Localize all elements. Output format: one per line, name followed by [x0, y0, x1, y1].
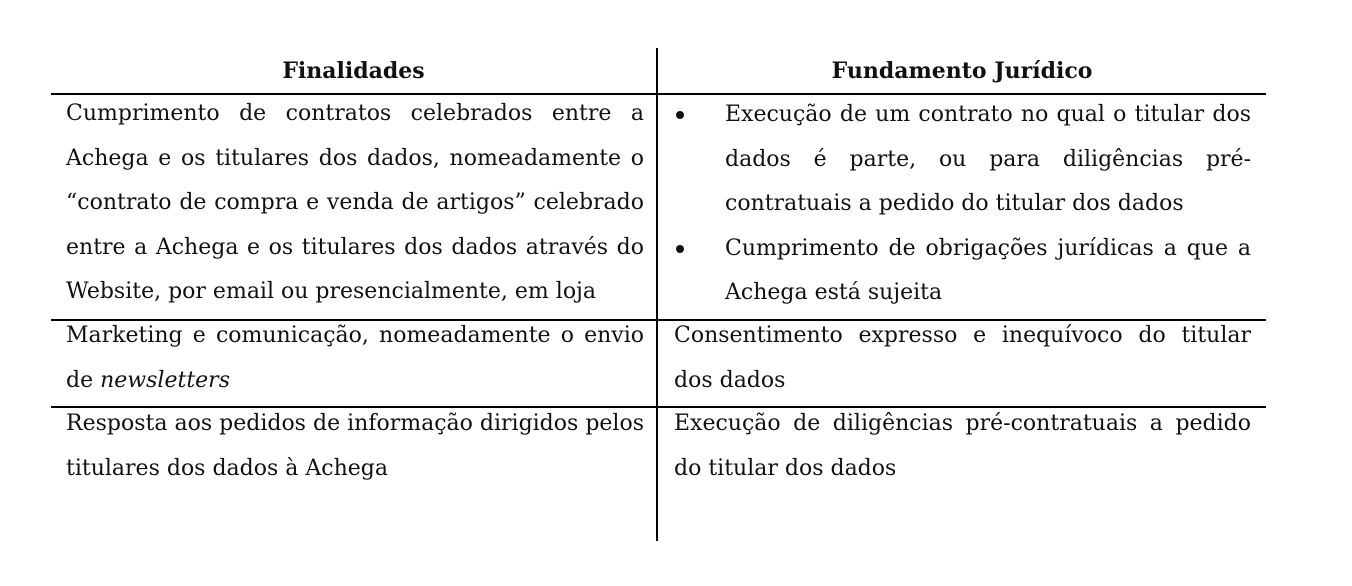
row2-fundamento: Consentimento expresso e inequívoco do titular dos dados	[674, 323, 1251, 393]
header-fundamento-juridico: Fundamento Jurídico	[831, 58, 1093, 84]
row1-fundamento	[674, 93, 1251, 316]
row1-fundamento-list	[674, 93, 1251, 316]
list-item: Execução de um contrato no qual o titular dos dados é parte, ou para diligências pré-contratuais a pedido do titular dos dados	[674, 93, 1251, 227]
row2-finalidade: Marketing e comunicação, nomeadamente o envio de newsletters	[66, 323, 644, 393]
bullet-icon	[676, 227, 686, 272]
header-finalidades: Finalidades	[282, 58, 425, 84]
list-item: Cumprimento de obrigações jurídicas a que a Achega está sujeita	[674, 227, 1251, 316]
row1-finalidade: Cumprimento de contratos celebrados entre a Achega e os titulares dos dados, nomeadamente o “contrato de compra e venda de artigos” celebrado entre a Achega e os titulares dos dados através do Website, por email ou presencialmente, em loja	[66, 101, 644, 304]
newsletters-term: newsletters	[100, 367, 230, 393]
legal-basis-table	[51, 48, 1266, 541]
bullet-icon	[676, 93, 686, 138]
row3-finalidade: Resposta aos pedidos de informação dirigidos pelos titulares dos dados à Achega	[66, 411, 644, 481]
column-divider	[656, 48, 658, 541]
row3-fundamento: Execução de diligências pré-contratuais a pedido do titular dos dados	[674, 411, 1251, 481]
